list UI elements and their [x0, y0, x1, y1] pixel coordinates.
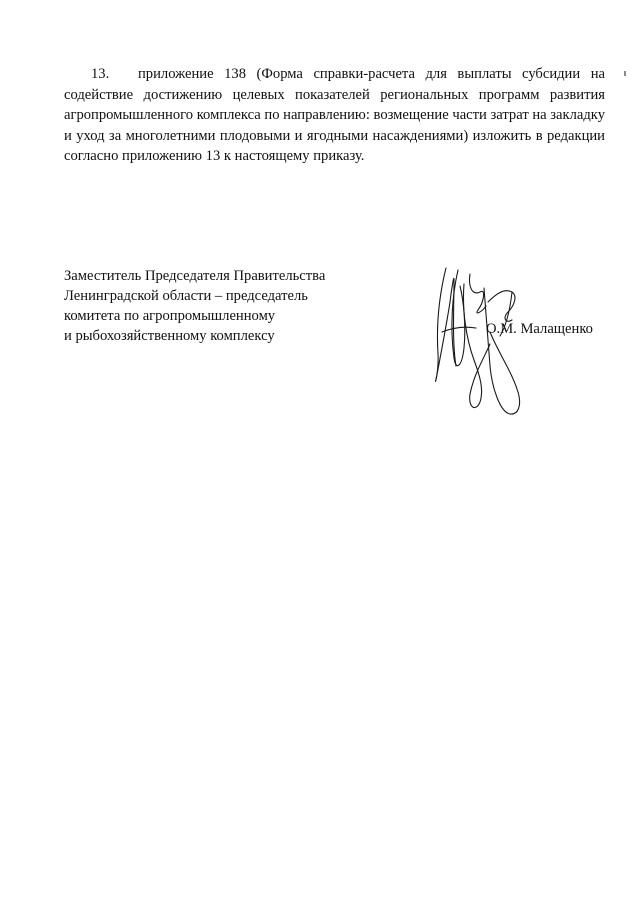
signature-strokes — [436, 268, 520, 414]
position-line: Ленинградской области – председатель — [64, 288, 308, 304]
item-text: приложение 138 (Форма справки-расчета для выплаты субсидии на содействие достижению целевых показателей региональных программ развития агропромышленного комплекса по направлению: возмещение части затрат на закладку и уход за многолетними плодовыми и ягодными насаждениями) изложить в редакции согласно приложению 13 к настоящему приказу. — [64, 66, 605, 164]
margin-mark — [624, 71, 626, 76]
signatory-position — [64, 266, 325, 346]
position-line: Заместитель Председателя Правительства — [64, 268, 326, 284]
order-item-13 — [64, 64, 605, 167]
item-number: 13. — [91, 66, 110, 82]
position-line: и рыбохозяйственному комплексу — [64, 328, 275, 344]
handwritten-signature — [424, 262, 528, 422]
position-line: комитета по агропромышленному — [64, 308, 276, 324]
signatory-name: О.М. Малащенко — [486, 321, 593, 337]
